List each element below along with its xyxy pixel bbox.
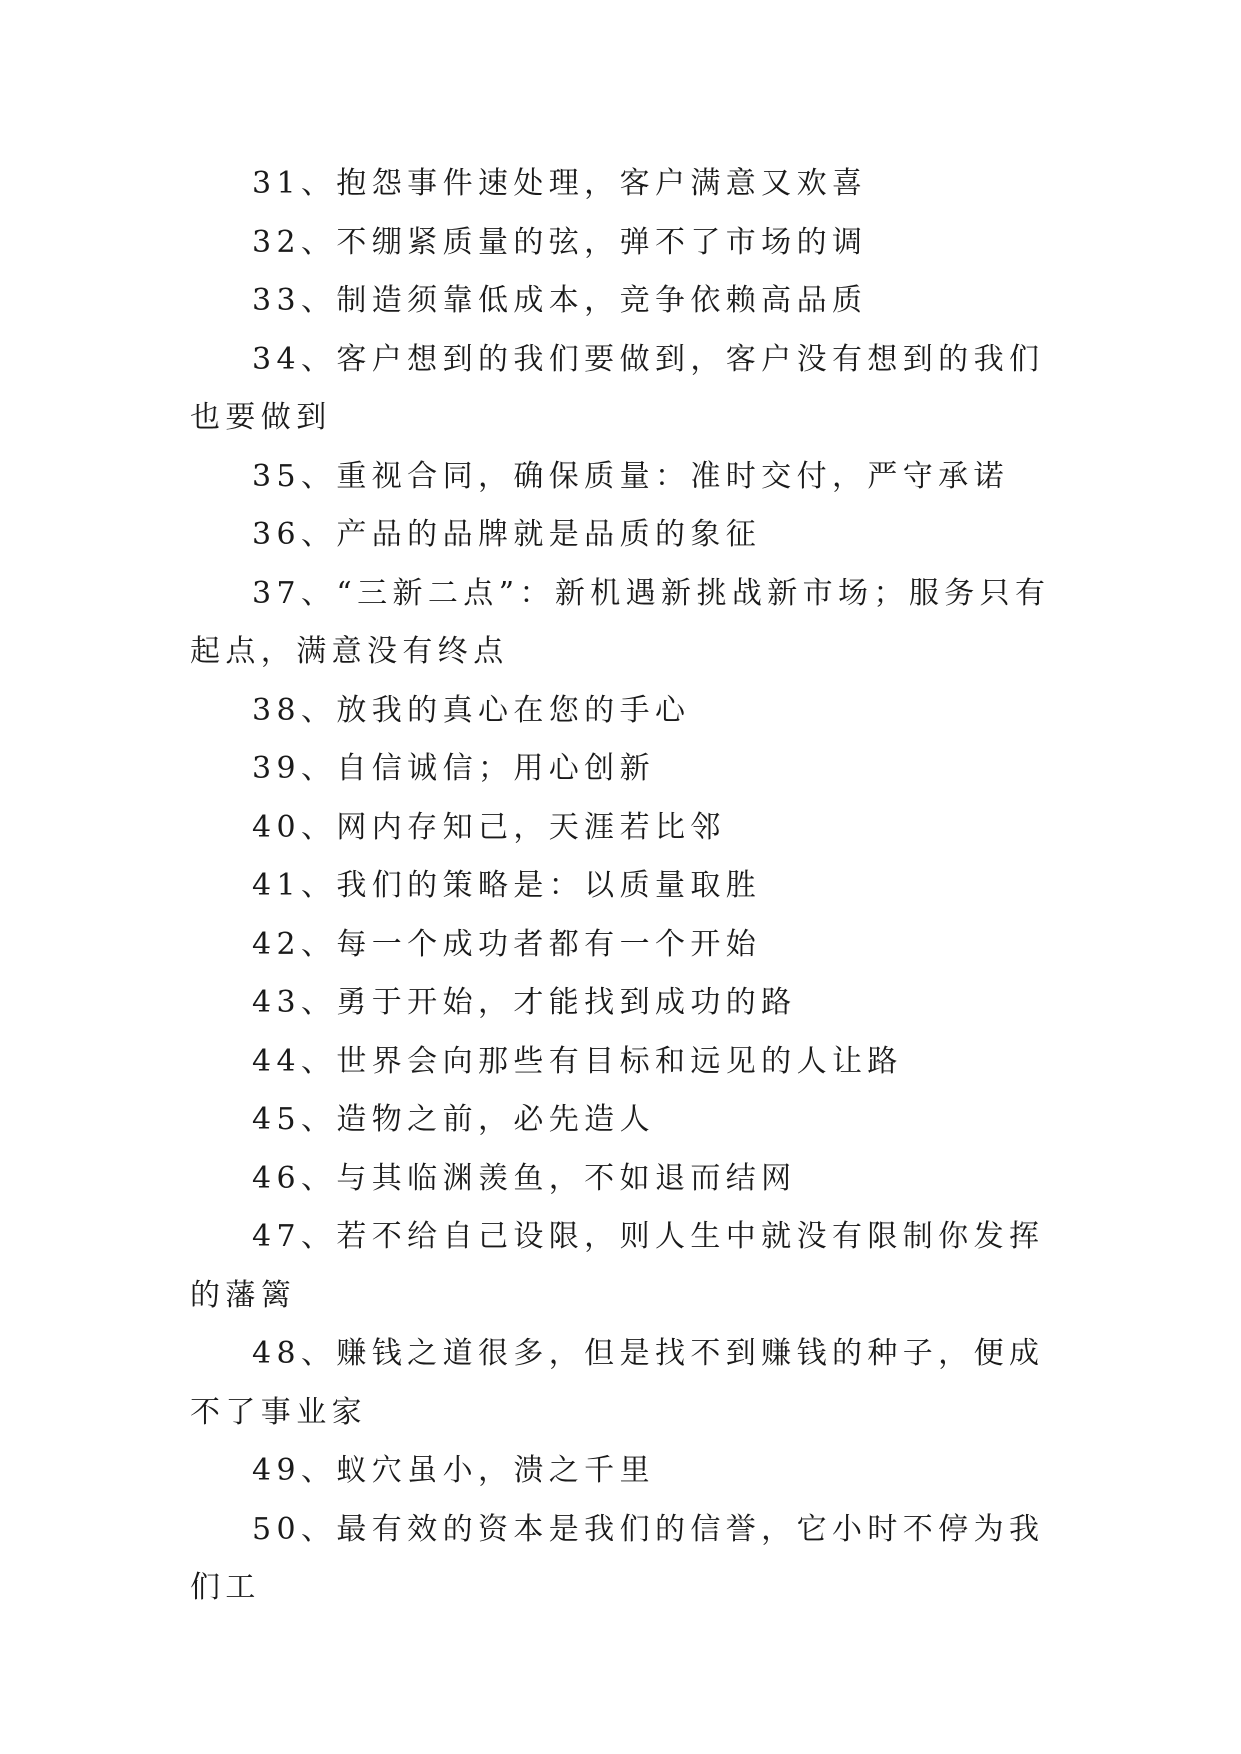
list-item: 41、我们的策略是：以质量取胜	[252, 868, 762, 903]
list-item: 45、造物之前，必先造人	[252, 1102, 655, 1137]
list-item: 34、客户想到的我们要做到，客户没有想到的我们也要做到	[190, 341, 1045, 435]
list-item: 48、赚钱之道很多，但是找不到赚钱的种子，便成不了事业家	[190, 1336, 1045, 1430]
list-item: 38、放我的真心在您的手心	[252, 692, 691, 728]
list-item: 35、重视合同，确保质量：准时交付，严守承诺	[252, 458, 1009, 494]
list-item: 37、“三新二点”：新机遇新挑战新市场；服务只有起点，满意没有终点	[190, 575, 1051, 669]
list-item: 40、网内存知己，天涯若比邻	[252, 809, 726, 845]
list-item: 31、抱怨事件速处理，客户满意又欢喜	[252, 166, 868, 201]
slogan-list	[190, 155, 1056, 1618]
list-item: 47、若不给自己设限，则人生中就没有限制你发挥的藩篱	[190, 1219, 1045, 1313]
list-item: 43、勇于开始，才能找到成功的路	[252, 985, 797, 1020]
list-item: 46、与其临渊羡鱼，不如退而结网	[252, 1160, 797, 1196]
list-item: 49、蚁穴虽小，溃之千里	[252, 1453, 655, 1488]
list-item: 50、最有效的资本是我们的信誉，它小时不停为我们工	[190, 1511, 1045, 1605]
list-item: 32、不绷紧质量的弦，弹不了市场的调	[252, 224, 868, 260]
list-item: 36、产品的品牌就是品质的象征	[252, 517, 762, 552]
list-item: 39、自信诚信；用心创新	[252, 751, 655, 786]
list-item: 42、每一个成功者都有一个开始	[252, 926, 762, 962]
list-item: 33、制造须靠低成本，竞争依赖高品质	[252, 283, 868, 318]
list-item: 44、世界会向那些有目标和远见的人让路	[252, 1043, 903, 1079]
